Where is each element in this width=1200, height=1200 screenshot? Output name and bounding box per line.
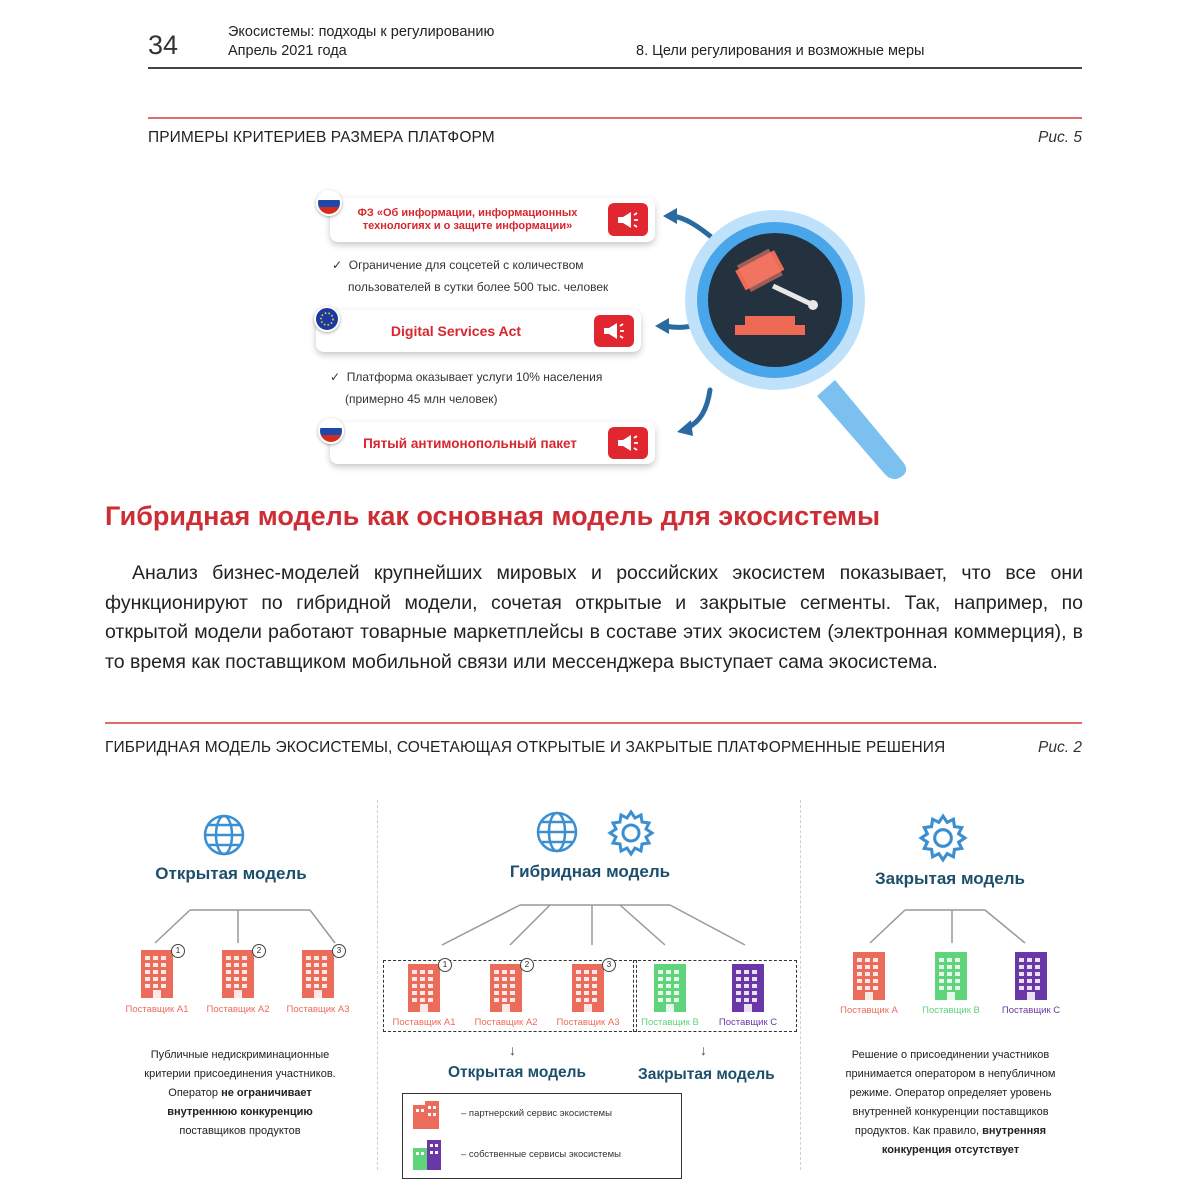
open-desc-line2: критерии присоединения участников.	[144, 1068, 336, 1080]
supplier-label: Поставщик А	[840, 1005, 898, 1016]
closed-model-description	[808, 1046, 1093, 1160]
document-title	[228, 23, 494, 61]
open-desc-line3: Оператор	[168, 1087, 222, 1099]
supplier-badge: 3	[332, 944, 346, 958]
figure2-label: Рис. 2	[1038, 739, 1082, 756]
supplier-badge: 1	[438, 958, 452, 972]
closed-desc-line5-bold: внутренняя	[982, 1125, 1047, 1137]
open-desc-line1: Публичные недискриминационные	[150, 1049, 330, 1061]
building-icon	[1011, 950, 1051, 1005]
check-mark: ✓	[332, 258, 343, 272]
figure5-label: Рис. 5	[1038, 129, 1082, 146]
note-dsa-line1: Платформа оказывает услуги 10% населения	[346, 370, 603, 384]
closed-desc-line1: Решение о присоединении участников	[851, 1049, 1050, 1061]
column-separator	[800, 800, 801, 1170]
supplier-label: Поставщик С	[718, 1017, 778, 1028]
open-model-description	[100, 1046, 380, 1141]
open-model-title: Открытая модель	[155, 864, 307, 883]
gear-icon	[917, 812, 969, 864]
hybrid-model-title: Гибридная модель	[509, 862, 671, 881]
document-date: Апрель 2021 года	[228, 43, 347, 59]
note-fz-line1: Ограничение для соцсетей с количеством	[348, 258, 584, 272]
supplier-label: Поставщик А2	[474, 1017, 538, 1028]
building-icon	[849, 950, 889, 1005]
supplier-label: Поставщик В	[922, 1005, 980, 1016]
building-icon	[411, 1099, 447, 1129]
closed-desc-line3: режиме. Оператор определяет уровень	[849, 1087, 1052, 1099]
building-icon	[404, 962, 444, 1017]
open-model-tree-lines	[150, 905, 350, 945]
globe-icon	[535, 810, 579, 854]
law-banner-dsa	[316, 310, 641, 352]
supplier-label: Поставщик А3	[286, 1004, 350, 1015]
law-banner-fz-line2: технологиях и о защите информации»	[362, 220, 573, 232]
open-desc-line3-bold: не ограничивает	[221, 1087, 312, 1099]
header-divider	[148, 67, 1082, 69]
magnifier-icon	[655, 200, 925, 485]
building-icon	[568, 962, 608, 1017]
figure5-title: ПРИМЕРЫ КРИТЕРИЕВ РАЗМЕРА ПЛАТФОРМ	[148, 129, 495, 146]
building-icon	[298, 948, 338, 1003]
megaphone-icon	[608, 203, 648, 236]
down-arrow-icon: ↓	[700, 1042, 707, 1058]
hybrid-open-subtitle: Открытая модель	[448, 1064, 587, 1081]
open-desc-line4-bold: внутреннюю конкуренцию	[167, 1106, 313, 1118]
building-icon	[411, 1138, 447, 1170]
supplier-badge: 1	[171, 944, 185, 958]
figure2-title: ГИБРИДНАЯ МОДЕЛЬ ЭКОСИСТЕМЫ, СОЧЕТАЮЩАЯ ОТКРЫТЫЕ И ЗАКРЫТЫЕ ПЛАТФОРМЕННЫЕ РЕШЕНИЯ	[105, 739, 946, 756]
russia-flag-icon	[316, 190, 342, 216]
figure5-top-rule	[148, 117, 1082, 119]
page-number: 34	[148, 30, 179, 60]
supplier-label: Поставщик В	[641, 1017, 699, 1028]
gear-icon	[606, 808, 656, 858]
megaphone-icon	[608, 427, 648, 459]
supplier-badge: 3	[602, 958, 616, 972]
supplier-label: Поставщик А1	[392, 1017, 456, 1028]
note-fz-line2: пользователей в сутки более 500 тыс. человек	[348, 280, 609, 294]
law-banner-antimonopoly	[330, 422, 655, 464]
building-icon	[728, 962, 768, 1017]
closed-model-tree-lines	[860, 905, 1040, 945]
note-dsa	[330, 366, 602, 410]
law-banner-fz-text	[330, 207, 605, 233]
law-banner-dsa-text: Digital Services Act	[390, 323, 522, 339]
hybrid-model-tree-lines	[420, 900, 780, 950]
figure2-top-rule	[105, 722, 1082, 724]
globe-icon	[202, 813, 246, 857]
check-mark: ✓	[330, 370, 341, 384]
supplier-label: Поставщик А2	[206, 1004, 270, 1015]
hybrid-closed-subtitle: Закрытая модель	[638, 1066, 775, 1083]
supplier-badge: 2	[520, 958, 534, 972]
building-icon	[486, 962, 526, 1017]
russia-flag-icon	[318, 418, 344, 444]
closed-desc-line5: продуктов. Как правило,	[854, 1125, 983, 1137]
document-title-line1: Экосистемы: подходы к регулированию	[228, 24, 495, 40]
legend-partner-text: – партнерский сервис экосистемы	[461, 1108, 612, 1119]
legend	[402, 1093, 682, 1179]
eu-flag-icon	[314, 306, 340, 332]
building-icon	[650, 962, 690, 1017]
building-icon	[931, 950, 971, 1005]
building-icon	[218, 948, 258, 1003]
open-desc-line5: поставщиков продуктов	[179, 1125, 301, 1137]
closed-model-title: Закрытая модель	[875, 869, 1025, 888]
closed-desc-line2: принимается оператором в непубличном	[845, 1068, 1056, 1080]
law-banner-fz-line1: ФЗ «Об информации, информационных	[357, 207, 578, 219]
law-banner-antimonopoly-text: Пятый антимонопольный пакет	[363, 436, 577, 451]
supplier-label: Поставщик А3	[556, 1017, 620, 1028]
megaphone-icon	[594, 315, 634, 347]
section-paragraph: Анализ бизнес-моделей крупнейших мировых и российских экосистем показывает, что все они функционируют по гибридной модели, сочетая открытые и закрытые сегменты. Так, например, по открытой модели работают товарные маркетплейсы в составе этих экосистем (электронная коммерция), в то время как поставщиком мобильной связи или мессенджера выступает сама экосистема.	[105, 562, 1083, 673]
closed-desc-line4: внутренней конкуренции поставщиков	[852, 1106, 1049, 1118]
down-arrow-icon: ↓	[509, 1042, 516, 1058]
section-title: 8. Цели регулирования и возможные меры	[636, 43, 925, 59]
note-fz	[332, 254, 608, 298]
section-heading: Гибридная модель как основная модель для экосистемы	[105, 501, 881, 531]
closed-desc-line6-bold: конкуренция отсутствует	[881, 1144, 1020, 1156]
building-icon	[137, 948, 177, 1003]
note-dsa-line2: (примерно 45 млн человек)	[345, 392, 498, 406]
legend-own-text: – собственные сервисы экосистемы	[461, 1149, 621, 1160]
supplier-label: Поставщик А1	[125, 1004, 189, 1015]
law-banner-fz	[330, 198, 655, 242]
supplier-badge: 2	[252, 944, 266, 958]
supplier-label: Поставщик С	[1001, 1005, 1061, 1016]
